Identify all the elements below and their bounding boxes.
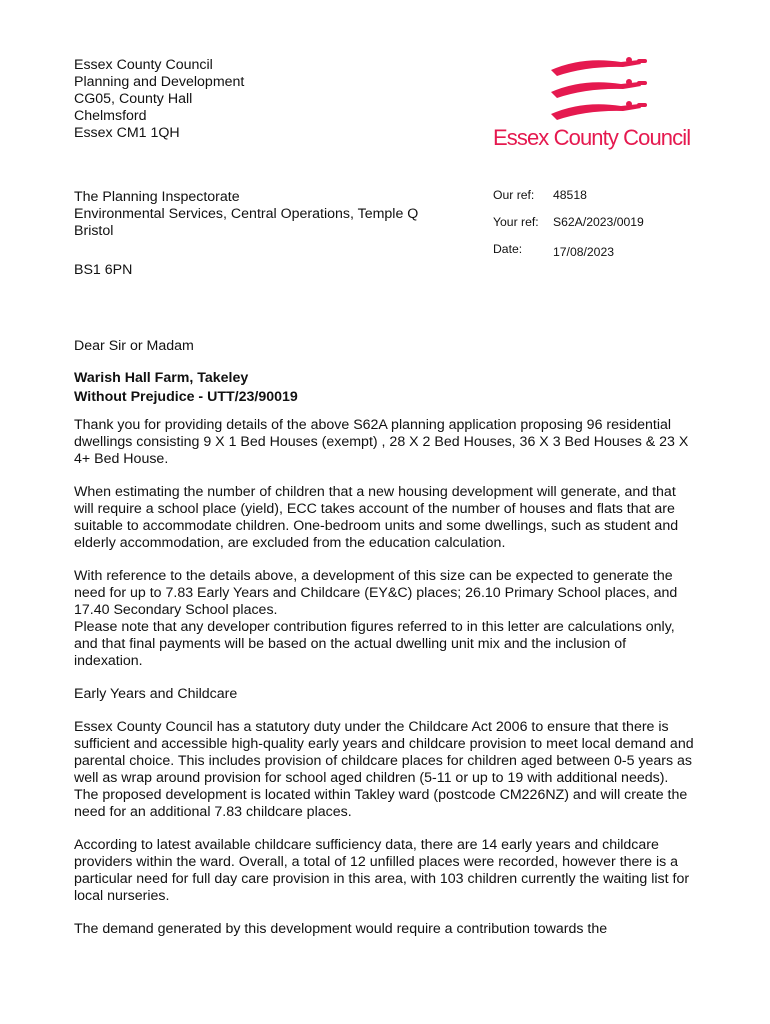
your-ref-value: S62A/2023/0019 (553, 215, 644, 229)
our-ref-value: 48518 (553, 188, 587, 202)
sender-line: CG05, County Hall (74, 91, 193, 107)
recipient-postcode: BS1 6PN (74, 262, 133, 278)
seaxes-icon (543, 54, 653, 124)
salutation: Dear Sir or Madam (74, 338, 194, 354)
our-ref-row (493, 188, 587, 202)
subject-line: Warish Hall Farm, Takeley (74, 370, 249, 386)
letter-body (74, 338, 694, 954)
subject-line: Without Prejudice - UTT/23/90019 (74, 389, 298, 405)
paragraph: According to latest available childcare sufficiency data, there are 14 early years and childcare providers within the ward. Overall, a total of 12 unfilled places were recorded, however there is a particular need for full day care provision in this area, with 103 children currently the waiting list for local nurseries. (74, 837, 690, 904)
paragraph: With reference to the details above, a development of this size can be expected to generate the need for up to 7.83 Early Years and Childcare (EY&C) places; 26.10 Primary School places, and 17.40 Secondary School places. (74, 568, 678, 618)
sender-line: Essex CM1 1QH (74, 125, 180, 141)
sender-line: Essex County Council (74, 57, 213, 73)
date-row (493, 242, 614, 259)
essex-county-council-logo (493, 52, 703, 152)
paragraph: Please note that any developer contribution figures referred to in this letter are calculations only, and that final payments will be based on the actual dwelling unit mix and the inclusion of indexation. (74, 619, 675, 669)
date-label: Date: (493, 242, 523, 256)
recipient-address (74, 189, 464, 240)
sender-line: Planning and Development (74, 74, 245, 90)
date-value: 17/08/2023 (553, 245, 614, 259)
paragraph: Essex County Council has a statutory duty under the Childcare Act 2006 to ensure that there is sufficient and accessible high-quality early years and childcare provision to meet local demand and parental choice. This includes provision of childcare places for children aged between 0-5 years as well as wrap around provision for school aged children (5-11 or up to 19 with additional needs). The proposed development is located within Takley ward (postcode CM226NZ) and will create the need for an additional 7.83 childcare places. (74, 719, 694, 820)
recipient-line: The Planning Inspectorate (74, 189, 240, 205)
your-ref-label: Your ref: (493, 215, 539, 229)
sender-address (74, 57, 244, 142)
recipient-line: Bristol (74, 223, 114, 239)
paragraph: When estimating the number of children that a new housing development will generate, and that will require a school place (yield), ECC takes account of the number of houses and flats that are suitable to accommodate children. One-bedroom units and some dwellings, such as student and elderly accommodation, are excluded from the education calculation. (74, 484, 679, 551)
recipient-line: Environmental Services, Central Operations, Temple Q (74, 206, 419, 222)
logo-wordmark: Essex County Council (493, 125, 691, 150)
our-ref-label: Our ref: (493, 188, 535, 202)
paragraph: The demand generated by this development would require a contribution towards the (74, 921, 608, 937)
subject-block (74, 369, 694, 407)
sender-line: Chelmsford (74, 108, 147, 124)
paragraph: Thank you for providing details of the above S62A planning application proposing 96 residential dwellings consisting 9 X 1 Bed Houses (exempt) , 28 X 2 Bed Houses, 36 X 3 Bed Houses & 23 X 4+ Bed House. (74, 417, 689, 467)
section-heading: Early Years and Childcare (74, 686, 238, 702)
your-ref-row (493, 215, 644, 229)
